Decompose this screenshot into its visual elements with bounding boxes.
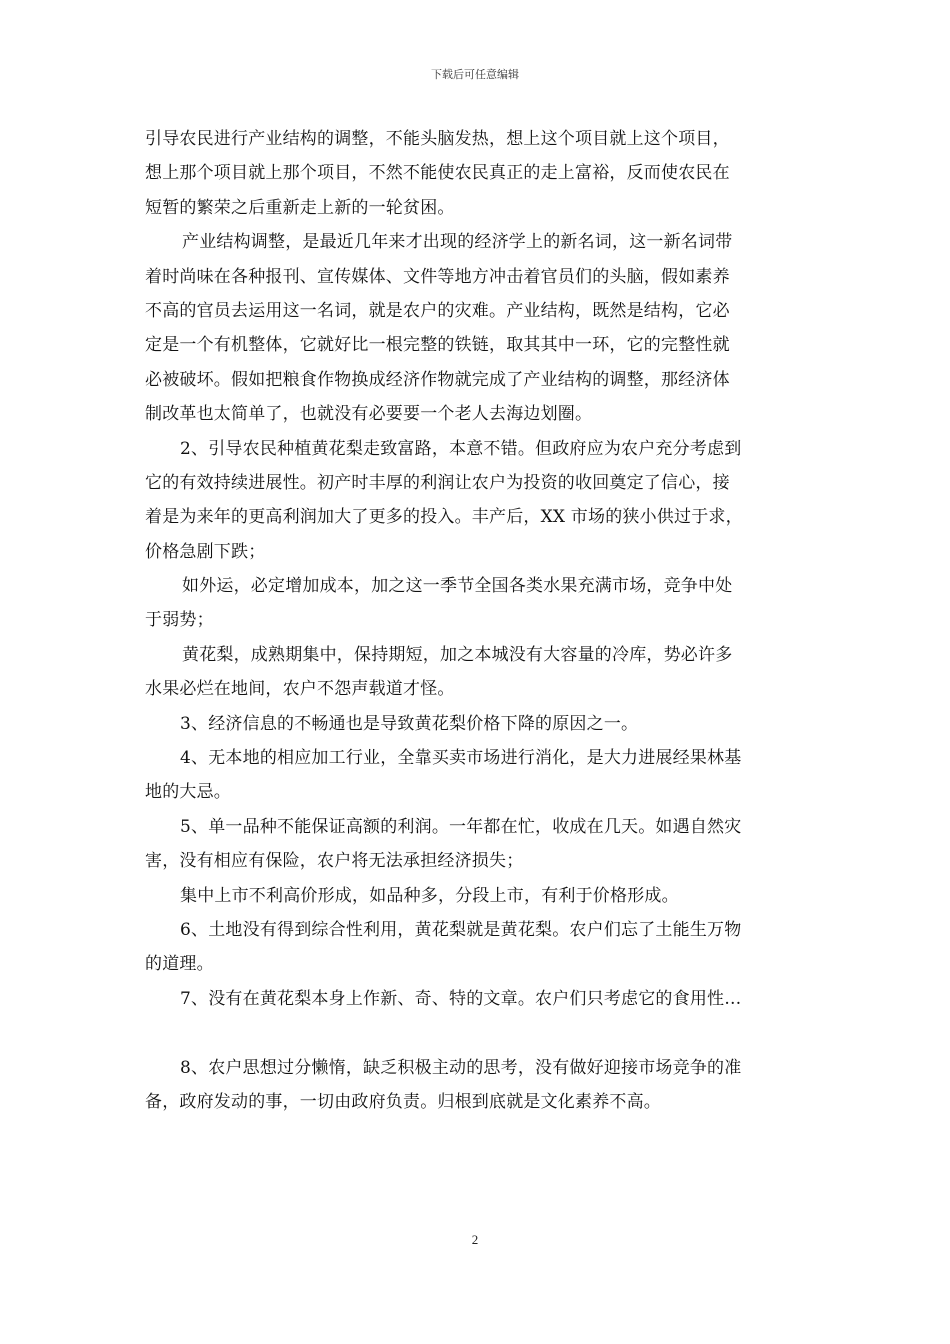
paragraph-start: 如外运，必定增加成本，加之这一季节全国各类水果充满市场，竞争中处 [182, 576, 733, 597]
text-line: 价格急剧下跌； [145, 541, 266, 562]
text-line: 它的有效持续进展性。初产时丰厚的利润让农户为投资的收回奠定了信心，接 [145, 472, 730, 493]
text-line: 水果必烂在地间，农户不怨声载道才怪。 [145, 679, 455, 700]
text-line: 害，没有相应有保险，农户将无法承担经济损失； [145, 851, 524, 872]
paragraph-start: 3、经济信息的不畅通也是导致黄花梨价格下降的原因之一。 [180, 713, 639, 734]
text-line: 短暂的繁荣之后重新走上新的一轮贫困。 [145, 197, 455, 218]
paragraph-start: 8、农户思想过分懒惰，缺乏积极主动的思考，没有做好迎接市场竞争的准 [180, 1057, 742, 1078]
paragraph-start: 产业结构调整，是最近几年来才出现的经济学上的新名词，这一新名词带 [182, 232, 733, 253]
text-line: 定是一个有机整体，它就好比一根完整的铁链，取其其中一环，它的完整性就 [145, 335, 730, 356]
text-line: 地的大忌。 [145, 782, 231, 803]
text-line: 的道理。 [145, 954, 214, 975]
paragraph-start: 2、引导农民种植黄花梨走致富路，本意不错。但政府应为农户充分考虑到 [180, 438, 742, 459]
paragraph-start: 6、土地没有得到综合性利用，黄花梨就是黄花梨。农户们忘了土能生万物 [180, 919, 742, 940]
text-line: 想上那个项目就上那个项目，不然不能使农民真正的走上富裕，反而使农民在 [145, 163, 730, 184]
text-line: 制改革也太简单了，也就没有必要要一个老人去海边划圈。 [145, 404, 593, 425]
document-body [145, 122, 807, 1119]
paragraph-start: 黄花梨，成熟期集中，保持期短，加之本城没有大容量的冷库，势必许多 [182, 644, 733, 665]
text-line: 着时尚味在各种报刊、宣传媒体、文件等地方冲击着官员们的头脑，假如素养 [145, 266, 730, 287]
text-line: 必被破坏。假如把粮食作物换成经济作物就完成了产业结构的调整，那经济体 [145, 369, 730, 390]
text-line: 于弱势； [145, 610, 214, 631]
text-line: 着是为来年的更高利润加大了更多的投入。丰产后，XX 市场的狭小供过于求， [145, 507, 743, 528]
paragraph-start: 4、无本地的相应加工行业，全靠买卖市场进行消化，是大力进展经果林基 [180, 748, 742, 769]
text-line: 引导农民进行产业结构的调整，不能头脑发热，想上这个项目就上这个项目， [145, 129, 730, 149]
page-header: 下载后可任意编辑 [431, 68, 519, 81]
blank-line [145, 1016, 807, 1050]
paragraph-start: 集中上市不利高价形成，如品种多，分段上市，有利于价格形成。 [180, 885, 679, 906]
paragraph-start: 7、没有在黄花梨本身上作新、奇、特的文章。农户们只考虑它的食用性… [180, 988, 742, 1009]
paragraph-start: 5、单一品种不能保证高额的利润。一年都在忙，收成在几天。如遇自然灾 [180, 816, 742, 837]
text-line: 不高的官员去运用这一名词，就是农户的灾难。产业结构，既然是结构，它必 [145, 300, 730, 321]
text-line: 备，政府发动的事，一切由政府负责。归根到底就是文化素养不高。 [145, 1091, 661, 1112]
page-number: 2 [471, 1232, 479, 1247]
